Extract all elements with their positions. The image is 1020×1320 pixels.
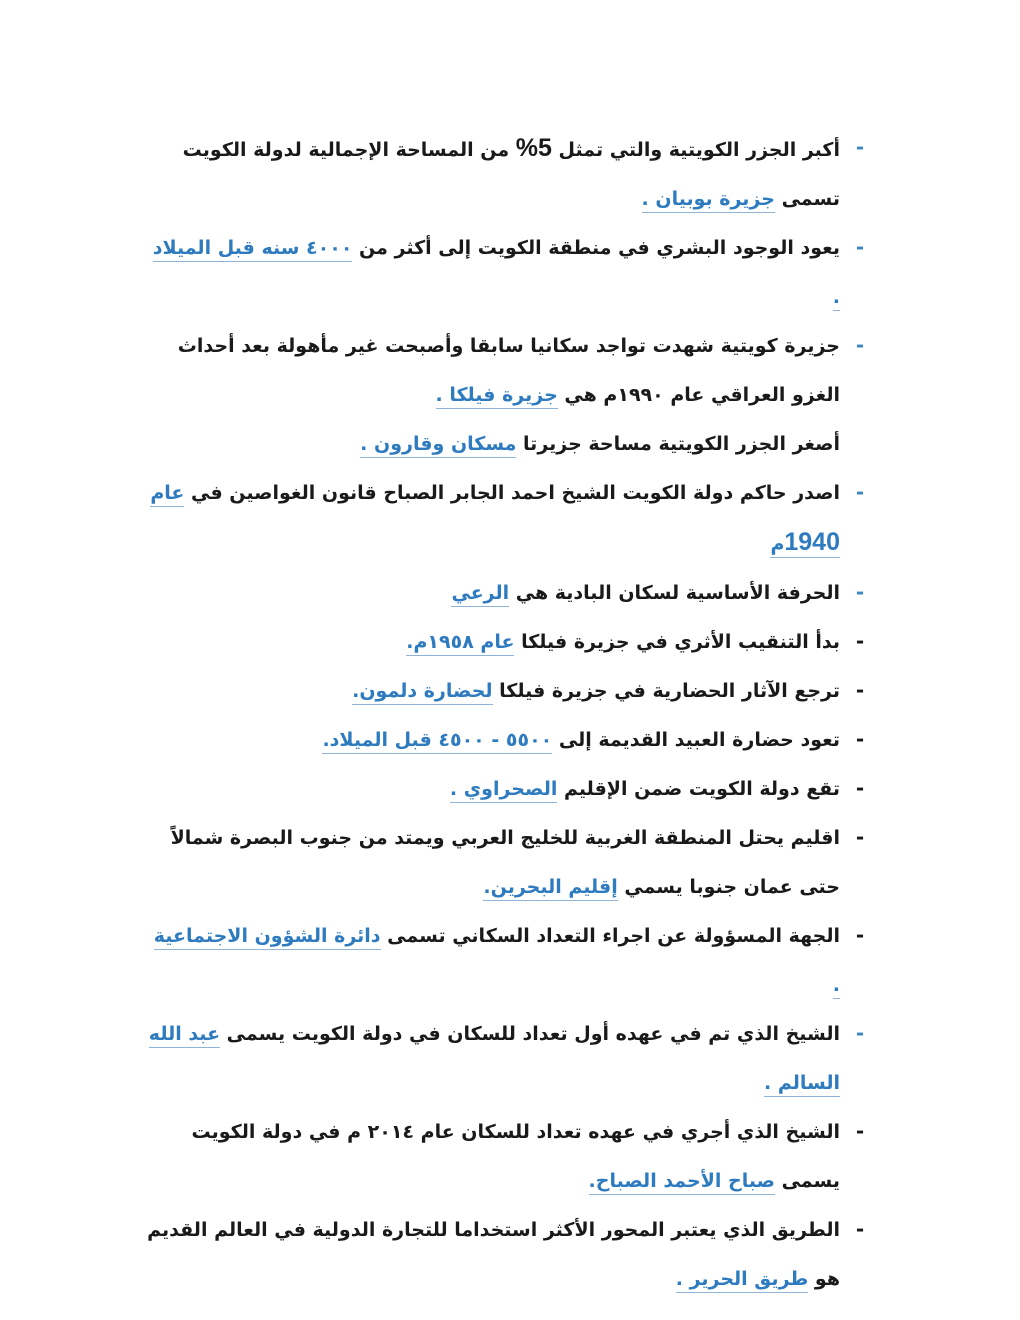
list-item bbox=[140, 224, 880, 322]
statement-text: الطريق الذي يعتبر المحور الأكثر استخداما للتجارة الدولية في العالم القديم هو bbox=[147, 1219, 840, 1290]
list-bullet: - bbox=[855, 135, 865, 159]
list-item bbox=[140, 1108, 880, 1206]
list-bullet: - bbox=[855, 1021, 865, 1045]
answer-text: مسكان وقارون . bbox=[360, 433, 516, 458]
statement-text: الشيخ الذي أجري في عهده تعداد للسكان عام ٢٠١٤ م في دولة الكويت يسمى bbox=[191, 1121, 840, 1192]
list-item bbox=[140, 322, 880, 420]
list-bullet: - bbox=[855, 580, 865, 604]
list-bullet: - bbox=[855, 923, 865, 947]
list-item bbox=[140, 618, 880, 667]
list-item bbox=[140, 469, 880, 569]
statement-text: الحرفة الأساسية لسكان البادية هي bbox=[509, 582, 840, 604]
answer-text: عام ١٩٥٨م. bbox=[406, 631, 514, 656]
answer-text: دائرة الشؤون الاجتماعية . bbox=[154, 925, 840, 999]
answer-text: ٤٠٠٠ سنه قبل الميلاد . bbox=[153, 237, 840, 311]
list-item bbox=[140, 1206, 880, 1304]
answer-text: صباح الأحمد الصباح. bbox=[589, 1170, 775, 1195]
list-bullet: - bbox=[855, 629, 865, 653]
statement-text: أكبر الجزر الكويتية والتي تمثل 5% من المساحة الإجمالية لدولة الكويت تسمى bbox=[182, 134, 840, 210]
statement-text: الجهة المسؤولة عن اجراء التعداد السكاني تسمى bbox=[380, 925, 840, 947]
list-bullet: - bbox=[855, 235, 865, 259]
answer-text: ٥٥٠٠ - ٤٥٠٠ قبل الميلاد. bbox=[322, 729, 552, 754]
answer-text: طريق الحرير . bbox=[676, 1268, 809, 1293]
answer-text: الرعي bbox=[451, 582, 509, 607]
list-bullet: - bbox=[855, 1217, 865, 1241]
statement-text: يعود الوجود البشري في منطقة الكويت إلى أكثر من bbox=[352, 237, 840, 259]
answer-text: جزيرة فيلكا . bbox=[436, 384, 558, 409]
answer-text: إقليم البحرين. bbox=[483, 876, 617, 901]
list-bullet: - bbox=[855, 678, 865, 702]
answer-text: لحضارة دلمون. bbox=[352, 680, 492, 705]
list-item bbox=[140, 1010, 880, 1108]
list-item bbox=[140, 912, 880, 1010]
statement-text: تعود حضارة العبيد القديمة إلى bbox=[552, 729, 840, 751]
question-answer-list bbox=[140, 124, 880, 1304]
answer-text: عام 1940م bbox=[150, 482, 840, 556]
list-bullet: - bbox=[855, 825, 865, 849]
answer-text: عبد الله السالم . bbox=[149, 1023, 840, 1097]
statement-text: اقليم يحتل المنطقة الغربية للخليج العربي ويمتد من جنوب البصرة شمالاً حتى عمان جنوبا يسمي bbox=[170, 827, 840, 898]
list-bullet: - bbox=[855, 480, 865, 504]
statement-text: بدأ التنقيب الأثري في جزيرة فيلكا bbox=[514, 631, 840, 653]
statement-text: اصدر حاكم دولة الكويت الشيخ احمد الجابر الصباح قانون الغواصين في bbox=[184, 482, 840, 504]
statement-text: تقع دولة الكويت ضمن الإقليم bbox=[557, 778, 840, 800]
list-bullet: - bbox=[855, 727, 865, 751]
list-bullet: - bbox=[855, 1119, 865, 1143]
list-item bbox=[140, 124, 880, 224]
list-bullet: - bbox=[855, 333, 865, 357]
statement-text: أصغر الجزر الكويتية مساحة جزيرتا bbox=[516, 433, 840, 455]
list-item bbox=[140, 420, 880, 469]
statement-text: جزيرة كويتية شهدت تواجد سكانيا سابقا وأصبحت غير مأهولة بعد أحداث الغزو العراقي عام ١٩٩٠م هي bbox=[177, 335, 840, 406]
list-item bbox=[140, 569, 880, 618]
statement-text: ترجع الآثار الحضارية في جزيرة فيلكا bbox=[492, 680, 840, 702]
list-item bbox=[140, 765, 880, 814]
answer-text: الصحراوي . bbox=[450, 778, 557, 803]
list-item bbox=[140, 814, 880, 912]
list-item bbox=[140, 667, 880, 716]
statement-text: الشيخ الذي تم في عهده أول تعداد للسكان في دولة الكويت يسمى bbox=[220, 1023, 840, 1045]
list-bullet: - bbox=[855, 776, 865, 800]
answer-text: جزيرة بوبيان . bbox=[642, 188, 775, 213]
list-item bbox=[140, 716, 880, 765]
